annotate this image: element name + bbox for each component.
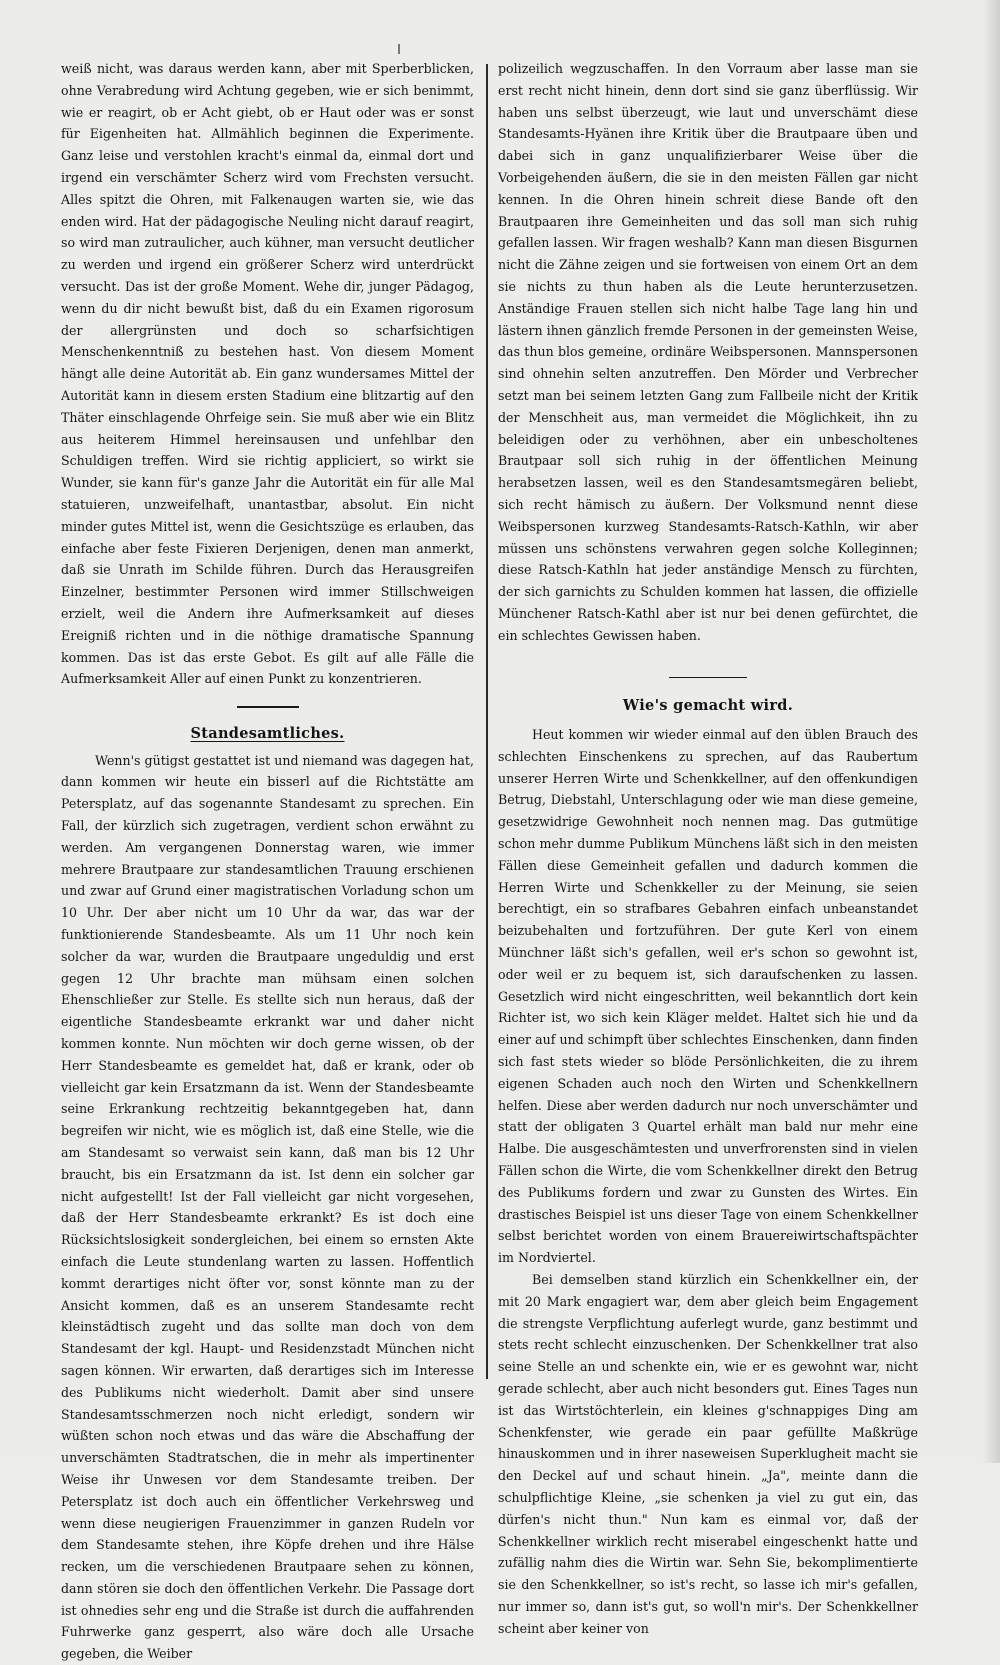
article-paragraph-wies-gemacht-wird-2: Bei demselben stand kürzlich ein Schenkkellner ein, der mit 20 Mark engagiert war, dem aber gleich beim Engagement die strengste Verpflichtung auferlegt wurde, ganz bestimmt und stets recht schlecht einzuschenken. Der Schenkkellner trat also seine Stelle an und schenkte ein, wie er es gewohnt war, nicht gerade schlecht, aber auch nicht besonders gut. Eines Tages nun ist das Wirtstöchterlein, ein kleines g'schnappiges Ding am Schenkfenster, wie gerade ein paar gefüllte Maßkrüge hinauskommen und in ihrer naseweisen Superklugheit macht sie den Deckel auf und schaut hinein. „Ja", meinte dann die schulpflichtige Kleine, „sie schenken ja viel zu gut ein, das dürfen's nicht thun." Nun kam es einmal vor, daß der Schenkkellner wirklich recht miserabel eingeschenkt hatte und zufällig nahm dies die Wirtin war. Sehn Sie, bekomplimentierte sie den Schenkkellner, so ist's recht, so lasse ich mir's gefallen, nur immer so, dann ist's gut, so woll'n mir's. Der Schenkkellner scheint aber keiner von xyxy=(498,1271,918,1636)
article-continuation-paragraph: weiß nicht, was daraus werden kann, aber mit Sperberblicken, ohne Verabredung wird Achtung gegeben, wie er sich benimmt, wie er reagirt, ob er Acht giebt, ob er Haut oder was er sonst für Eigenheiten hat. Allmählich beginnen die Experimente. Ganz leise und verstohlen kracht's einmal da, einmal dort und irgend ein verschämter Scherz wird vom Frechsten versucht. Alles spitzt die Ohren, mit Falkenaugen warten sie, wie das enden wird. Hat der pädagogische Neuling nicht darauf reagirt, so wird man zutraulicher, auch kühner, man versucht deutlicher zu werden und irgend ein größerer Scherz wird unterdrückt versucht. Das ist der große Moment. Wehe dir, junger Pädagog, wenn du dir nicht bewußt bist, daß du ein Examen rigorosum der allergrünsten und doch so scharfsichtigen Menschenkenntniß zu bestehen hast. Von diesem Moment hängt alle deine Autorität ab. Ein ganz wundersames Mittel der Autorität kann in diesem ersten Stadium eine blitzartig auf den Thäter einschlagende Ohrfeige sein. Sie muß aber wie ein Blitz aus heiterem Himmel hereinsausen und unfehlbar den Schuldigen treffen. Wird sie richtig appliciert, so wirkt sie Wunder, sie kann für's ganze Jahr die Autorität ein für alle Mal statuieren, unzweifelhaft, unantastbar, absolut. Ein nicht minder gutes Mittel ist, wenn die Gesichtszüge es erlauben, das einfache aber feste Fixieren Derjenigen, denen man anmerkt, daß sie Unrath im Schilde führen. Durch das Herausgreifen Einzelner, bestimmter Personen wird immer Stillschweigen erzielt, weil die Andern ihre Aufmerksamkeit auf dieses Ereigniß richten und in die nöthige dramatische Spannung kommen. Das ist das erste Gebot. Es gilt auf alle Fälle die Aufmerksamkeit Aller auf einen Punkt zu konzentrieren. xyxy=(61,61,474,687)
article-paragraph-standesamtliches: Wenn's gütigst gestattet ist und niemand was dagegen hat, dann kommen wir heute ein bisserl auf die Richtstätte am Petersplatz, auf das sogenannte Standesamt zu sprechen. Ein Fall, der kürzlich sich zugetragen, verdient schon erwähnt zu werden. Am vergangenen Donnerstag waren, wie immer mehrere Brautpaare zur standesamtlichen Trauung erschienen und zwar auf Grund einer magistratischen Vorladung schon um 10 Uhr. Der aber nicht um 10 Uhr da war, das war der funktionierende Standesbeamte. Als um 11 Uhr noch kein solcher da war, wurden die Brautpaare ungeduldig und erst gegen 12 Uhr brachte man mühsam einen solchen Ehenschließer zur Stelle. Es stellte sich nun heraus, daß der eigentliche Standesbeamte erkrankt war und daher nicht kommen konnte. Nun möchten wir doch gerne wissen, ob der Herr Standesbeamte es gemeldet hat, daß er krank, oder ob vielleicht gar kein Ersatzmann da ist. Wenn der Standesbeamte seine Erkrankung rechtzeitig bekanntgegeben hat, dann begreifen wir nicht, wie es möglich ist, daß eine Stelle, wie die am Standesamt so verwaist sein kann, daß man bis 12 Uhr braucht, bis ein Ersatzmann da ist. Ist denn ein solcher gar nicht aufgestellt! Ist der Fall vielleicht gar nicht vorgesehen, daß der Herr Standesbeamte erkrankt? Es ist doch eine Rücksichtslosigkeit sondergleichen, bei einem so ernsten Akte einfach die Leute stundenlang warten zu lassen. Hoffentlich kommt derartiges nicht öfter vor, sonst könnte man zu der Ansicht kommen, daß es an unserem Standesamte recht kleinstädtisch zugeht und das sollte man doch von dem Standesamt der kgl. Haupt- und Residenzstadt München nicht sagen können. Wir erwarten, daß derartiges sich im Interesse des Publikums nicht wiederholt. Damit aber sind unsere Standesamtsschmerzen noch nicht erledigt, sondern wir wüßten schon noch etwas und das wäre die Abschaffung der unverschämten Stadtratschen, die in mehr als impertinenter Weise ihr Unwesen vor dem Standesamte treiben. Der Petersplatz ist doch auch ein öffentlicher Verkehrsweg und wenn diese neugierigen Frauenzimmer in ganzen Rudeln vor dem Standesamte stehen, ihre Köpfe drehen und ihre Hälse recken, um die verschiedenen Brautpaare sehen zu können, dann stören sie doch den öffentlichen Verkehr. Die Passage dort ist ohnedies sehr eng und die Straße ist durch die auffahrenden Fuhrwerke ganz gesperrt, also wäre doch alle Ursache gegeben, die Weiber xyxy=(61,752,474,1662)
section-heading-standesamtliches: Standesamtliches. xyxy=(190,724,345,742)
section-divider-right xyxy=(669,677,747,679)
article-paragraph-wies-gemacht-wird-1: Heut kommen wir wieder einmal auf den üblen Brauch des schlechten Einschenkens zu sprechen, auf das Raubertum unserer Herren Wirte und Schenkkellner, auf den offenkundigen Betrug, Diebstahl, Unterschlagung oder wie man diese gemeine, gesetzwidrige Gewohnheit noch nennen mag. Das gutmütige schon mehr dumme Publikum Münchens läßt sich in den meisten Fällen diese Gemeinheit gefallen und dadurch kommen die Herren Wirte und Schenkkeller zu der Meinung, sie seien berechtigt, ein so strafbares Gebahren einfach unbeanstandet beizubehalten und fortzuführen. Der gute Kerl von einem Münchner läßt sich's gefallen, weil er's schon so gewohnt ist, oder weil er zu bequem ist, sich daraufschenken zu lassen. Gesetzlich wird nicht eingeschritten, weil bekanntlich dort kein Richter ist, wo sich kein Kläger meldet. Haltet sich hie und da einer auf und schimpft über schlechtes Einschenken, dann finden sich fast stets wieder so blöde Persönlichkeiten, die zu ihrem eigenen Schaden auch noch den Wirten und Schenkkellnern helfen. Diese aber werden dadurch nur noch unverschämter und statt der obligaten 3 Quartel erhält man bald nur mehr eine Halbe. Die ausgeschämtesten und unverfrorensten sind in vielen Fällen schon die Wirte, die vom Schenkkellner direkt den Betrug des Publikums fordern und zwar zu Gunsten des Wirtes. Ein drastisches Beispiel ist uns dieser Tage von einem Schenkkellner selbst berichtet worden von einem Brauereiwirtschaftspächter im Nordviertel. xyxy=(498,727,918,1266)
section-divider xyxy=(237,706,299,708)
print-mark xyxy=(398,44,400,54)
right-column xyxy=(498,58,918,1639)
section-heading-wies-gemacht-wird: Wie's gemacht wird. xyxy=(622,697,794,715)
column-divider xyxy=(486,64,488,1379)
article-continuation-paragraph-right: polizeilich wegzuschaffen. In den Vorraum aber lasse man sie erst recht nicht hinein, denn dort sind sie ganz überflüssig. Wir haben uns selbst überzeugt, wie laut und unverschämt diese Standesamts-Hyänen ihre Kritik über die Brautpaare üben und dabei sich in ganz unqualifizierbarer Weise über die Vorbeigehenden äußern, die sie in den meisten Fällen gar nicht kennen. In die Ohren hinein schreit diese Bande oft den Brautpaaren ihre Gemeinheiten und das soll man sich ruhig gefallen lassen. Wir fragen weshalb? Kann man diesen Bisgurnen nicht die Zähne zeigen und sie fortweisen von einem Ort an dem sie nichts zu thun haben als die Leute herunterzusetzen. Anständige Frauen stellen sich nicht halbe Tage lang hin und lästern ihnen gänzlich fremde Personen in der gemeinsten Weise, das thun blos gemeine, ordinäre Weibspersonen. Mannspersonen sind ohnehin selten anzutreffen. Den Mörder und Verbrecher setzt man bei seinem letzten Gang zum Fallbeile nicht der Kritik der Menschheit aus, man vermeidet die Möglichkeit, ihn zu beleidigen oder zu verhöhnen, aber ein unbescholtenes Brautpaar soll sich ruhig in der öffentlichen Meinung herabsetzen lassen, weil es den Standesamtsmegären beliebt, sich recht hämisch zu äußern. Der Volksmund nennt diese Weibspersonen kurzweg Standesamts-Ratsch-Kathln, wir aber müssen uns schönstens verwahren gegen solche Kolleginnen; diese Ratsch-Kathln hat jeder anständige Mensch zu fürchten, der sich garnichts zu Schulden kommen hat lassen, die offizielle Münchener Ratsch-Kathl aber ist nur bei denen gefürchtet, die ein schlechtes Gewissen haben. xyxy=(498,61,918,643)
left-column xyxy=(61,58,474,1665)
